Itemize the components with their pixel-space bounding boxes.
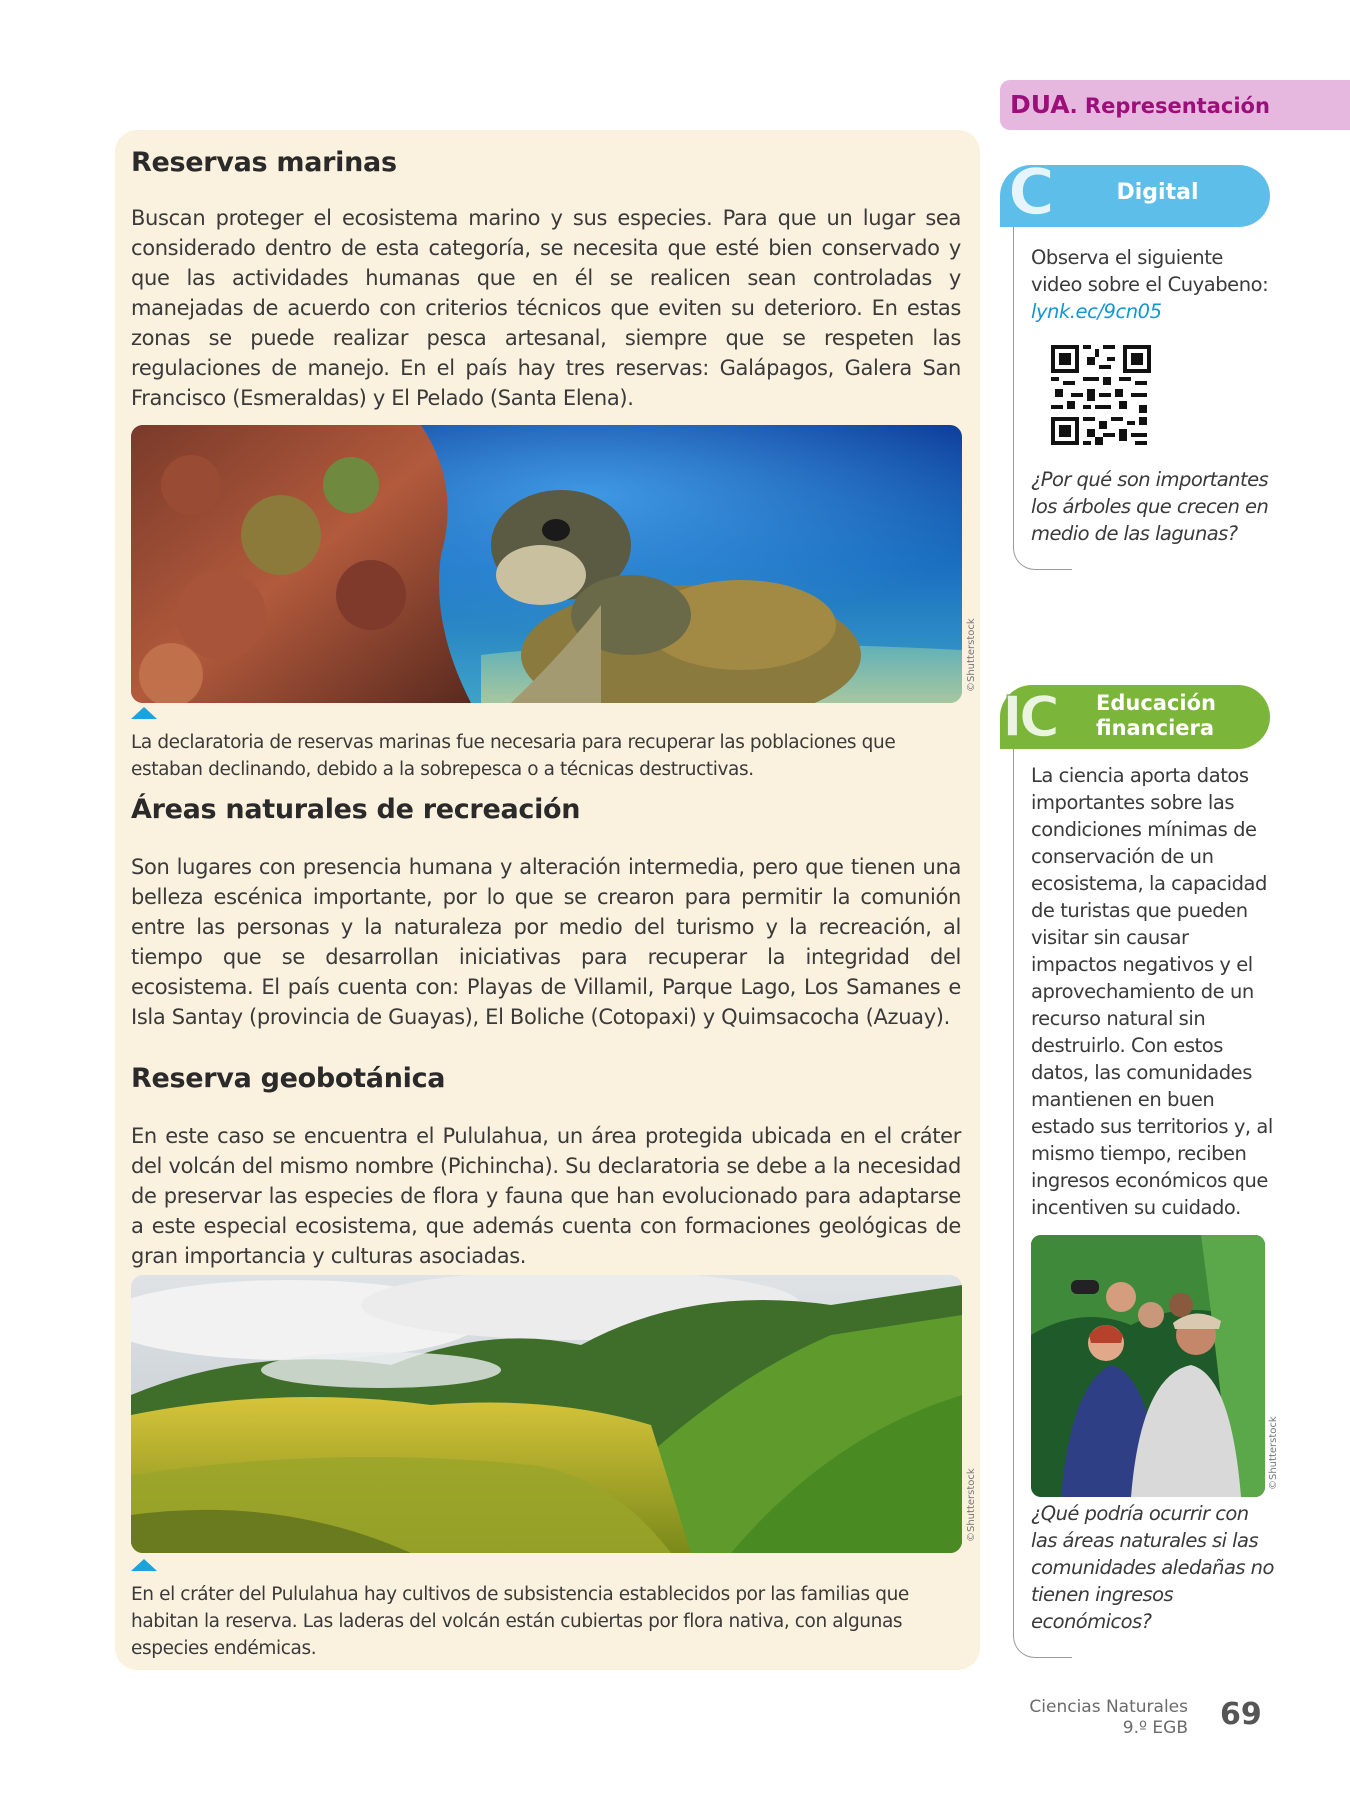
footer-subject [1010,1697,1188,1739]
section-body-areas-recreacion: Son lugares con presencia humana y alteración intermedia, pero que tienen una belleza escénica importante, por lo que se crearon para permitir la comunión entre las personas y la naturaleza por medio del turismo y la recreación, al tiempo que se desarrollan iniciativas para recuperar la integridad del ecosistema. El país cuenta con: Playas de Villamil, Parque Lago, Los Samanes e Isla Santay (provincia de Guayas), El Boliche (Cotopaxi) y Quimsacocha (Azuay). [131,855,961,1029]
dua-header-title [1010,90,1270,119]
photo-credit: ©Shutterstock [966,618,977,692]
educacion-text: La ciencia aporta datos importantes sobre las condiciones mínimas de conservación de un ecosistema, la capacidad de turistas que pueden visitar sin causar impactos negativos y el aprovechamiento de un recurso natural sin destruirlo. Con estos datos, las comunidades mantienen en buen estado sus territorios y, al mismo tiempo, reciben ingresos económicos que incentiven su cuidado. [1031,764,1273,1219]
digital-title: Digital [1116,180,1199,205]
caption-reservas-marinas: La declaratoria de reservas marinas fue necesaria para recuperar las poblaciones que estaban declinando, debido a la sobrepesca o a técnicas destructivas. [131,732,896,780]
caption-marker-icon [131,1559,157,1571]
digital-text [1031,244,1276,325]
digital-link[interactable]: lynk.ec/9cn05 [1031,300,1162,323]
educacion-title-line-1: Educación [1096,691,1216,715]
educacion-financiera-title [1096,691,1216,741]
photo-credit: ©Shutterstock [966,1468,977,1542]
educacion-badge-icon: IC [1002,685,1056,750]
section-body-reserva-geobotanica: En este caso se encuentra el Pululahua, un área protegida ubicada en el cráter del volcán del mismo nombre (Pichincha). Su declaratoria se debe a la necesidad de preservar las especies de flora y fauna que han evolucionado para adaptarse a este especial ecosistema, que además cuenta con formaciones geológicas de gran importancia y culturas asociadas. [131,1124,961,1268]
sea-turtle-photo [131,425,962,703]
qr-code-icon[interactable] [1051,345,1151,445]
digital-badge-icon: C [1008,156,1055,230]
caption-marker-icon [131,707,157,719]
section-title-areas-recreacion: Áreas naturales de recreación [131,794,581,825]
birdwatchers-photo [1031,1235,1265,1497]
educacion-question: ¿Qué podría ocurrir con las áreas naturales si las comunidades aledañas no tienen ingresos económicos? [1031,1502,1274,1633]
educacion-title-line-2: financiera [1096,716,1215,740]
photo-credit: ©Shutterstock [1268,1416,1279,1490]
section-title-reservas-marinas: Reservas marinas [131,147,397,178]
pululahua-crater-photo [131,1275,962,1553]
section-body-reservas-marinas: Buscan proteger el ecosistema marino y sus especies. Para que un lugar sea considerado dentro de esta categoría, se necesita que esté bien conservado y que las actividades humanas que en él se realicen sean controladas y manejadas de acuerdo con criterios técnicos que eviten su deterioro. En estas zonas se puede realizar pesca artesanal, siempre que se respeten las regulaciones de manejo. En el país hay tres reservas: Galápagos, Galera San Francisco (Esmeraldas) y El Pelado (Santa Elena). [131,206,961,410]
dua-label: DUA [1010,90,1070,119]
section-title-reserva-geobotanica: Reserva geobotánica [131,1063,446,1094]
dua-subtitle: . Representación [1069,94,1270,118]
caption-pululahua: En el cráter del Pululahua hay cultivos de subsistencia establecidos por las familias que habitan la reserva. Las laderas del volcán están cubiertas por flora nativa, con algunas especies endémicas. [131,1584,909,1659]
footer-grade: 9.º EGB [1122,1718,1188,1738]
digital-question: ¿Por qué son importantes los árboles que crecen en medio de las lagunas? [1031,468,1269,545]
page-number: 69 [1220,1697,1262,1732]
footer-subject-name: Ciencias Naturales [1029,1697,1188,1717]
digital-intro: Observa el siguiente video sobre el Cuyabeno: [1031,246,1269,296]
